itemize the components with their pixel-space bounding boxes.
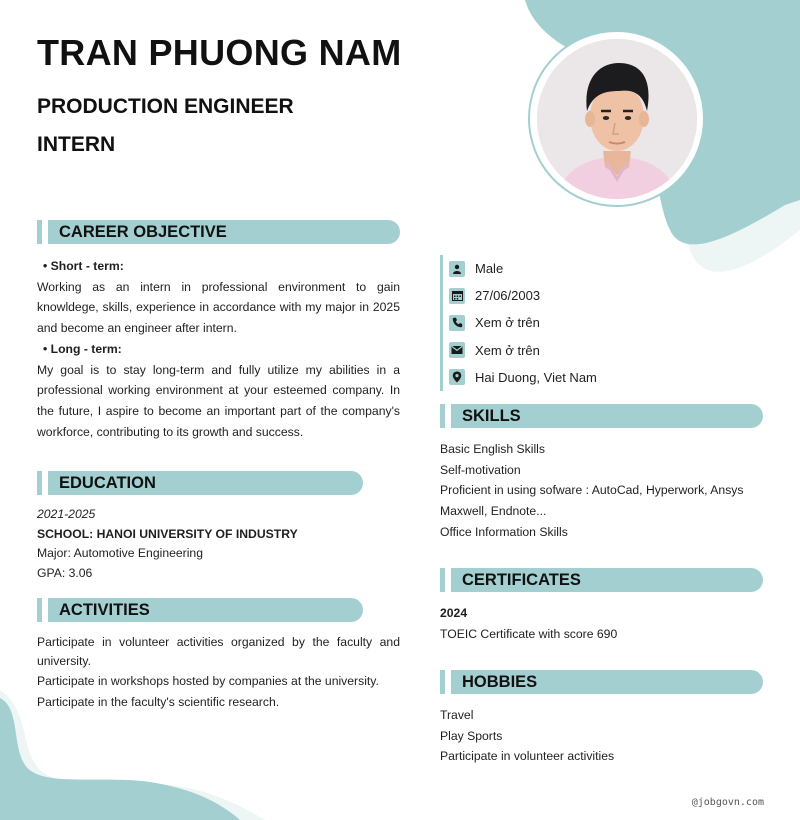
address-row bbox=[449, 364, 597, 391]
education-title: EDUCATION bbox=[48, 471, 363, 495]
activities-header bbox=[37, 598, 363, 622]
short-term-label: • Short - term: bbox=[43, 259, 124, 273]
address-value: Hai Duong, Viet Nam bbox=[475, 369, 597, 385]
hobby-item: Play Sports bbox=[440, 728, 503, 743]
job-title-line-1: PRODUCTION ENGINEER bbox=[37, 95, 294, 118]
location-pin-icon bbox=[449, 369, 465, 385]
education-years: 2021-2025 bbox=[37, 507, 96, 521]
watermark: @jobgovn.com bbox=[691, 797, 764, 808]
certificates-body bbox=[440, 603, 750, 644]
profile-photo-frame bbox=[528, 30, 705, 207]
birthday-row bbox=[449, 282, 597, 309]
email-row bbox=[449, 337, 597, 364]
hobbies-header bbox=[440, 670, 763, 694]
hobby-item: Travel bbox=[440, 708, 474, 722]
phone-row bbox=[449, 309, 597, 336]
calendar-icon bbox=[449, 288, 465, 304]
activity-item: Participate in the faculty's scientific research. bbox=[37, 694, 280, 709]
short-term-text: Working as an intern in professional environment to gain knowldege, skills, experience in accordance with my major in 2025 and become an engineer after intern. bbox=[37, 279, 400, 336]
certificate-item: TOEIC Certificate with score 690 bbox=[440, 626, 618, 641]
education-school: SCHOOL: HANOI UNIVERSITY OF INDUSTRY bbox=[37, 526, 298, 541]
career-objective-body bbox=[37, 256, 400, 442]
skill-item: Self-motivation bbox=[440, 462, 521, 477]
skill-item: Basic English Skills bbox=[440, 442, 545, 456]
education-major: Major: Automotive Engineering bbox=[37, 546, 203, 560]
career-objective-header bbox=[37, 220, 400, 244]
skills-title: SKILLS bbox=[451, 404, 763, 428]
certificates-title: CERTIFICATES bbox=[451, 568, 763, 592]
gender-value: Male bbox=[475, 261, 504, 277]
certificates-header bbox=[440, 568, 763, 592]
mail-icon bbox=[449, 342, 465, 358]
skills-list bbox=[440, 439, 750, 543]
gender-row bbox=[449, 255, 597, 282]
certificate-year: 2024 bbox=[440, 606, 468, 620]
phone-value: Xem ở trên bbox=[475, 315, 540, 331]
career-objective-title: CAREER OBJECTIVE bbox=[48, 220, 400, 244]
avatar-illustration bbox=[537, 39, 697, 199]
long-term-text: My goal is to stay long-term and fully utilize my abilities in a professional working environment at your esteemed company. In the future, I aspire to become an important part of the company's workforce, contributing to its growth and success. bbox=[37, 362, 400, 439]
birthday-value: 27/06/2003 bbox=[475, 288, 541, 304]
activities-title: ACTIVITIES bbox=[48, 598, 363, 622]
hobbies-title: HOBBIES bbox=[451, 670, 763, 694]
phone-icon bbox=[449, 315, 465, 331]
job-title-line-2: INTERN bbox=[37, 133, 116, 156]
skill-item: Office Information Skills bbox=[440, 524, 568, 539]
activity-item: Participate in volunteer activities organized by the faculty and university. bbox=[37, 635, 400, 668]
hobby-item: Participate in volunteer activities bbox=[440, 749, 615, 764]
job-title bbox=[37, 88, 367, 164]
hobbies-list bbox=[440, 705, 750, 767]
education-body bbox=[37, 505, 400, 583]
email-value: Xem ở trên bbox=[475, 342, 540, 358]
skill-item: Proficient in using sofware : AutoCad, Hyperwork, Ansys Maxwell, Endnote... bbox=[440, 483, 744, 519]
education-gpa: GPA: 3.06 bbox=[37, 565, 93, 580]
activities-body bbox=[37, 633, 400, 711]
candidate-name: TRAN PHUONG NAM bbox=[37, 32, 402, 73]
contact-info bbox=[440, 255, 597, 391]
education-header bbox=[37, 471, 363, 495]
profile-photo bbox=[537, 39, 697, 199]
person-icon bbox=[449, 261, 465, 277]
activity-item: Participate in workshops hosted by companies at the university. bbox=[37, 674, 379, 688]
skills-header bbox=[440, 404, 763, 428]
long-term-label: • Long - term: bbox=[43, 341, 122, 356]
